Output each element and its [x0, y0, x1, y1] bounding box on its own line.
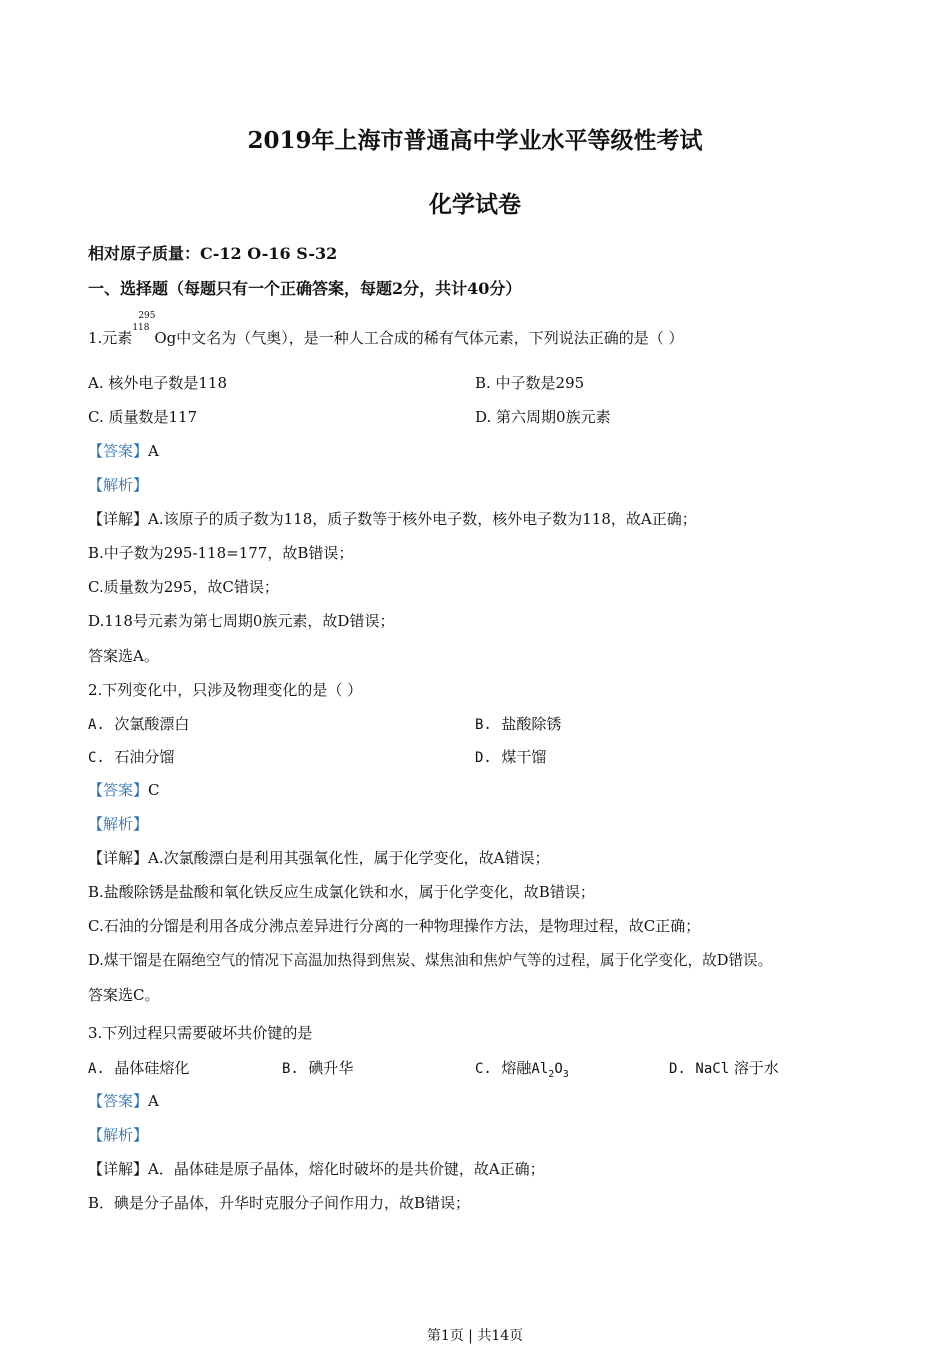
q2-detail-2: B.盐酸除锈是盐酸和氧化铁反应生成氯化铁和水，属于化学变化，故B错误； [88, 883, 595, 901]
answer-label: 【答案】 [88, 781, 149, 799]
q2-answer [88, 779, 160, 800]
q3-option-d [669, 1057, 779, 1078]
option-text: 次氯酸漂白 [114, 715, 190, 733]
q3-detail-1 [88, 1158, 545, 1179]
q2-option-a [88, 713, 189, 734]
formula-al: Al [531, 1061, 549, 1077]
option-text: 溶于水 [733, 1059, 779, 1077]
page-title: 2019年上海市普通高中学业水平等级性考试 [247, 127, 703, 154]
atomic-mass-note: 相对原子质量：C-12 O-16 S-32 [88, 244, 338, 263]
option-letter: A. [88, 1061, 105, 1077]
detail-text: A.该原子的质子数为118，质子数等于核外电子数，核外电子数为118，故A正确； [148, 510, 697, 528]
answer-value: A [148, 1092, 159, 1110]
q3-answer [88, 1090, 159, 1111]
question-1-rest: 中文名为（气奥），是一种人工合成的稀有气体元素，下列说法正确的是（ ） [176, 329, 684, 347]
q1-detail-3: C.质量数为295，故C错误； [88, 578, 279, 596]
q1-detail-2: B.中子数为295-118=177，故B错误； [88, 544, 354, 562]
q2-detail-4: D.煤干馏是在隔绝空气的情况下高温加热得到焦炭、煤焦油和焦炉气等的过程，属于化学变化，故D错误。 [88, 952, 773, 969]
question-1-stem [88, 311, 684, 348]
q2-detail-3: C.石油的分馏是利用各成分沸点差异进行分离的一种物理操作方法，是物理过程，故C正确； [88, 917, 701, 935]
option-letter: A. [88, 717, 105, 733]
atomic-number: 118 [132, 323, 150, 333]
nuclide-notation [132, 311, 156, 343]
formula-nacl: NaCl [695, 1061, 730, 1077]
q1-option-d: D. 第六周期0族元素 [475, 408, 611, 426]
q2-detail-1 [88, 847, 549, 868]
detail-label: 【详解】 [88, 1160, 149, 1178]
q3-detail-2: B．碘是分子晶体，升华时克服分子间作用力，故B错误； [88, 1194, 471, 1212]
option-letter: C. [88, 750, 105, 766]
answer-value: C [148, 781, 160, 799]
page-footer: 第1页 | 共14页 [426, 1328, 524, 1344]
option-text: 煤干馏 [501, 748, 547, 766]
detail-text: A.次氯酸漂白是利用其强氧化性，属于化学变化，故A错误； [148, 849, 550, 867]
option-text: 盐酸除锈 [501, 715, 562, 733]
q2-option-b [475, 713, 561, 734]
q2-option-d [475, 746, 546, 767]
q3-option-a [88, 1057, 189, 1078]
q1-answer [88, 440, 159, 461]
q3-option-c [475, 1057, 569, 1080]
mass-number: 295 [138, 311, 156, 321]
formula-sub: 2 [548, 1069, 555, 1080]
section-heading: 一、选择题（每题只有一个正确答案，每题2分，共计40分） [88, 279, 522, 298]
option-letter: C. [475, 1061, 492, 1077]
q3-option-b [282, 1057, 353, 1078]
option-letter: B. [475, 717, 492, 733]
question-3-stem: 3.下列过程只需要破坏共价键的是 [88, 1024, 313, 1042]
q3-analysis-label: 【解析】 [88, 1126, 149, 1144]
option-letter: D. [475, 750, 492, 766]
q2-analysis-label: 【解析】 [88, 815, 149, 833]
option-letter: B. [282, 1061, 299, 1077]
q1-detail-1 [88, 508, 697, 529]
detail-text: A．晶体硅是原子晶体，熔化时破坏的是共价键，故A正确； [148, 1160, 545, 1178]
element-symbol: Og [154, 329, 177, 347]
option-letter: D. [669, 1061, 686, 1077]
answer-label: 【答案】 [88, 1092, 149, 1110]
question-2-stem: 2.下列变化中，只涉及物理变化的是（ ） [88, 681, 363, 699]
option-text: 碘升华 [308, 1059, 354, 1077]
q1-conclusion: 答案选A。 [88, 647, 159, 665]
q2-conclusion: 答案选C。 [88, 986, 160, 1004]
q1-option-c: C. 质量数是117 [88, 408, 198, 426]
answer-value: A [148, 442, 159, 460]
option-text: 熔融 [501, 1059, 532, 1077]
option-text: 石油分馏 [114, 748, 175, 766]
detail-label: 【详解】 [88, 510, 149, 528]
formula-sub: 3 [562, 1069, 569, 1080]
question-1-prefix: 1.元素 [88, 329, 133, 347]
detail-label: 【详解】 [88, 849, 149, 867]
option-text: 晶体硅熔化 [114, 1059, 190, 1077]
page-subtitle: 化学试卷 [429, 191, 521, 218]
answer-label: 【答案】 [88, 442, 149, 460]
q1-option-b: B. 中子数是295 [475, 374, 585, 392]
q1-analysis-label: 【解析】 [88, 476, 149, 494]
formula-o: O [554, 1061, 563, 1077]
q2-option-c [88, 746, 174, 767]
q1-detail-4: D.118号元素为第七周期0族元素，故D错误； [88, 612, 395, 630]
q1-option-a: A. 核外电子数是118 [88, 374, 227, 392]
